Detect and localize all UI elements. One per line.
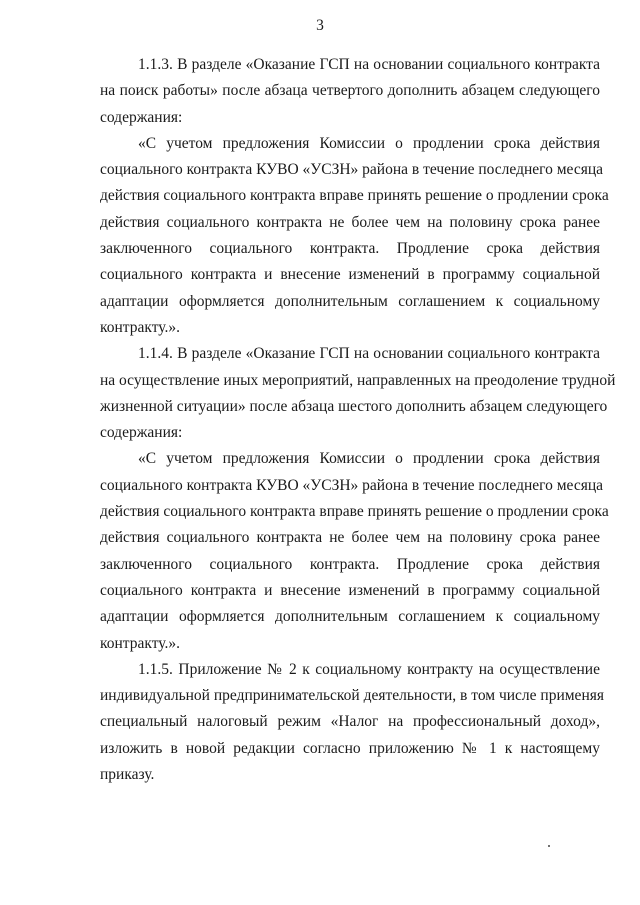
text-line: действия социального контракта не более чем на половину срока ранее [100, 213, 600, 231]
paragraph-quote-2 [100, 446, 609, 656]
text-line: содержания: [100, 108, 183, 126]
text-line: на поиск работы» после абзаца четвертого дополнить абзацем следующего [100, 82, 600, 100]
text-line: приказу. [100, 766, 155, 784]
text-line: на осуществление иных мероприятий, направленных на преодоление трудной [100, 371, 616, 389]
paragraph-1-1-4 [100, 341, 616, 446]
text-line: заключенного социального контракта. Продление срока действия [100, 240, 600, 258]
text-line: социального контракта КУВО «УСЗН» района в течение последнего месяца [100, 476, 604, 494]
text-line: 1.1.5. Приложение № 2 к социальному контракту на осуществление [138, 660, 600, 678]
text-line: содержания: [100, 424, 183, 442]
text-line: контракту.». [100, 318, 180, 336]
text-line: жизненной ситуации» после абзаца шестого дополнить абзацем следующего [100, 397, 608, 415]
document-body [100, 52, 616, 788]
text-line: действия социального контракта вправе принять решение о продлении срока [100, 503, 609, 521]
text-line: действия социального контракта вправе принять решение о продлении срока [100, 187, 609, 205]
text-line: адаптации оформляется дополнительным соглашением к социальному [100, 292, 600, 310]
page-number: 3 [316, 17, 324, 34]
text-line: социального контракта и внесение изменений в программу социальной [100, 581, 600, 599]
text-line: специальный налоговый режим «Налог на профессиональный доход», [100, 713, 600, 731]
paragraph-quote-1 [100, 131, 609, 341]
text-line: индивидуальной предпринимательской деятельности, в том числе применяя [100, 687, 604, 705]
text-line: «С учетом предложения Комиссии о продлении срока действия [138, 450, 600, 468]
text-line: социального контракта КУВО «УСЗН» района в течение последнего месяца [100, 161, 604, 179]
text-line: действия социального контракта не более чем на половину срока ранее [100, 529, 600, 547]
paragraph-1-1-5 [100, 657, 604, 788]
text-line: изложить в новой редакции согласно приложению № 1 к настоящему [100, 739, 600, 757]
text-line: социального контракта и внесение изменений в программу социальной [100, 266, 600, 284]
text-line: адаптации оформляется дополнительным соглашением к социальному [100, 608, 600, 626]
text-line: 1.1.3. В разделе «Оказание ГСП на основании социального контракта [138, 56, 600, 73]
text-line: контракту.». [100, 634, 180, 652]
text-line: «С учетом предложения Комиссии о продлении срока действия [138, 134, 600, 152]
scan-dot-mark [548, 845, 550, 847]
text-line: 1.1.4. В разделе «Оказание ГСП на основании социального контракта [138, 345, 600, 363]
paragraph-1-1-3 [100, 52, 600, 131]
text-line: заключенного социального контракта. Продление срока действия [100, 555, 600, 573]
